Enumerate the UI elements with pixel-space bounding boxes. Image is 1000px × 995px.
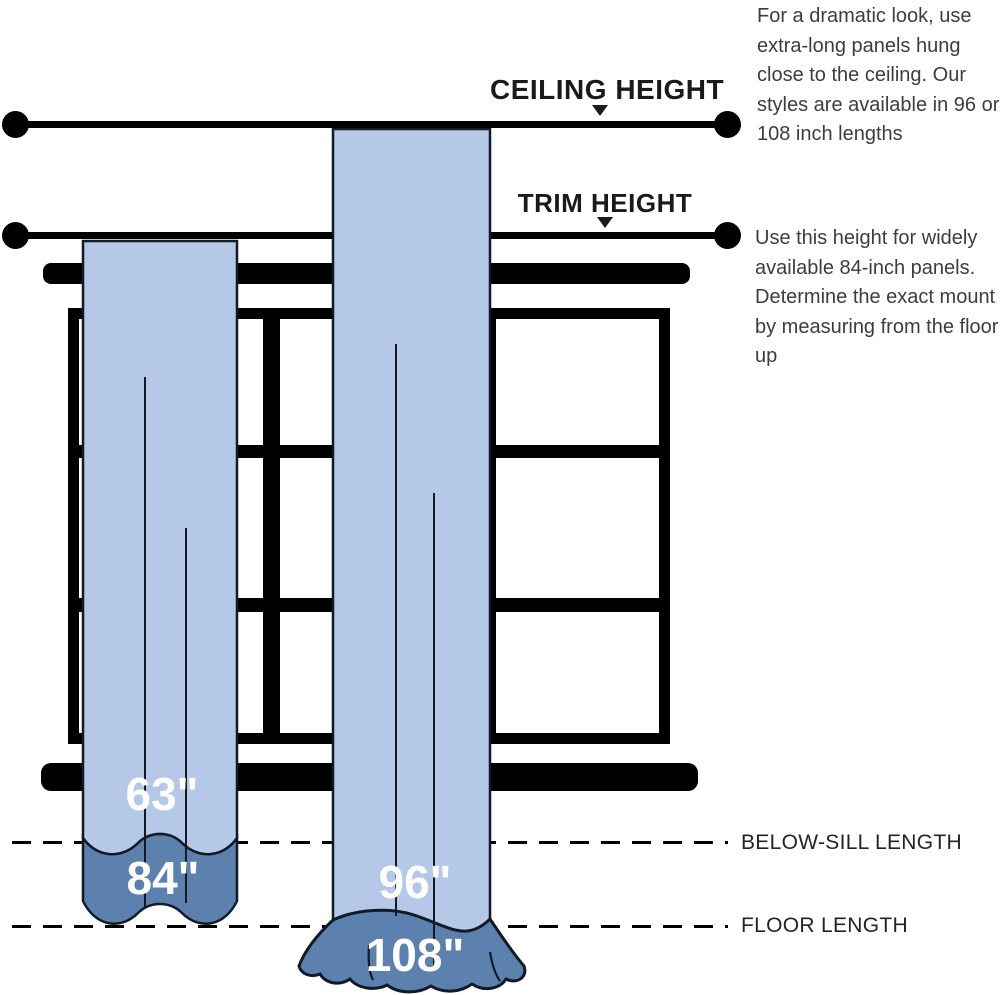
left-curtain-light-panel (83, 241, 237, 854)
floor-panel-measurement-label: 84" (126, 852, 200, 904)
ceiling-height-label: CEILING HEIGHT (490, 74, 725, 105)
below-sill-length-label: BELOW-SILL LENGTH (741, 831, 962, 854)
trim-height-pointer-icon (597, 217, 613, 228)
trim-height-note: Use this height for widely available 84-inch panels. Determine the exact mount by measuring from the floor up (755, 227, 999, 367)
below-sill-measurement-label: 63" (125, 768, 199, 820)
ceiling-floor-measurement-label: 96" (378, 856, 452, 908)
puddle-measurement-label: 108" (365, 929, 465, 981)
ceiling-height-pointer-icon (592, 105, 608, 116)
ceiling-height-note: For a dramatic look, use extra-long panels hung close to the ceiling. Our styles are available in 96 or 108 inch lengths (757, 5, 1000, 145)
ceiling-rod-finial-left (2, 111, 29, 138)
center-curtain-light-panel (333, 129, 490, 931)
ceiling-height-rod (15, 121, 728, 128)
trim-height-label: TRIM HEIGHT (517, 188, 693, 218)
floor-length-label: FLOOR LENGTH (741, 914, 908, 937)
ceiling-rod-finial-right (714, 111, 741, 138)
